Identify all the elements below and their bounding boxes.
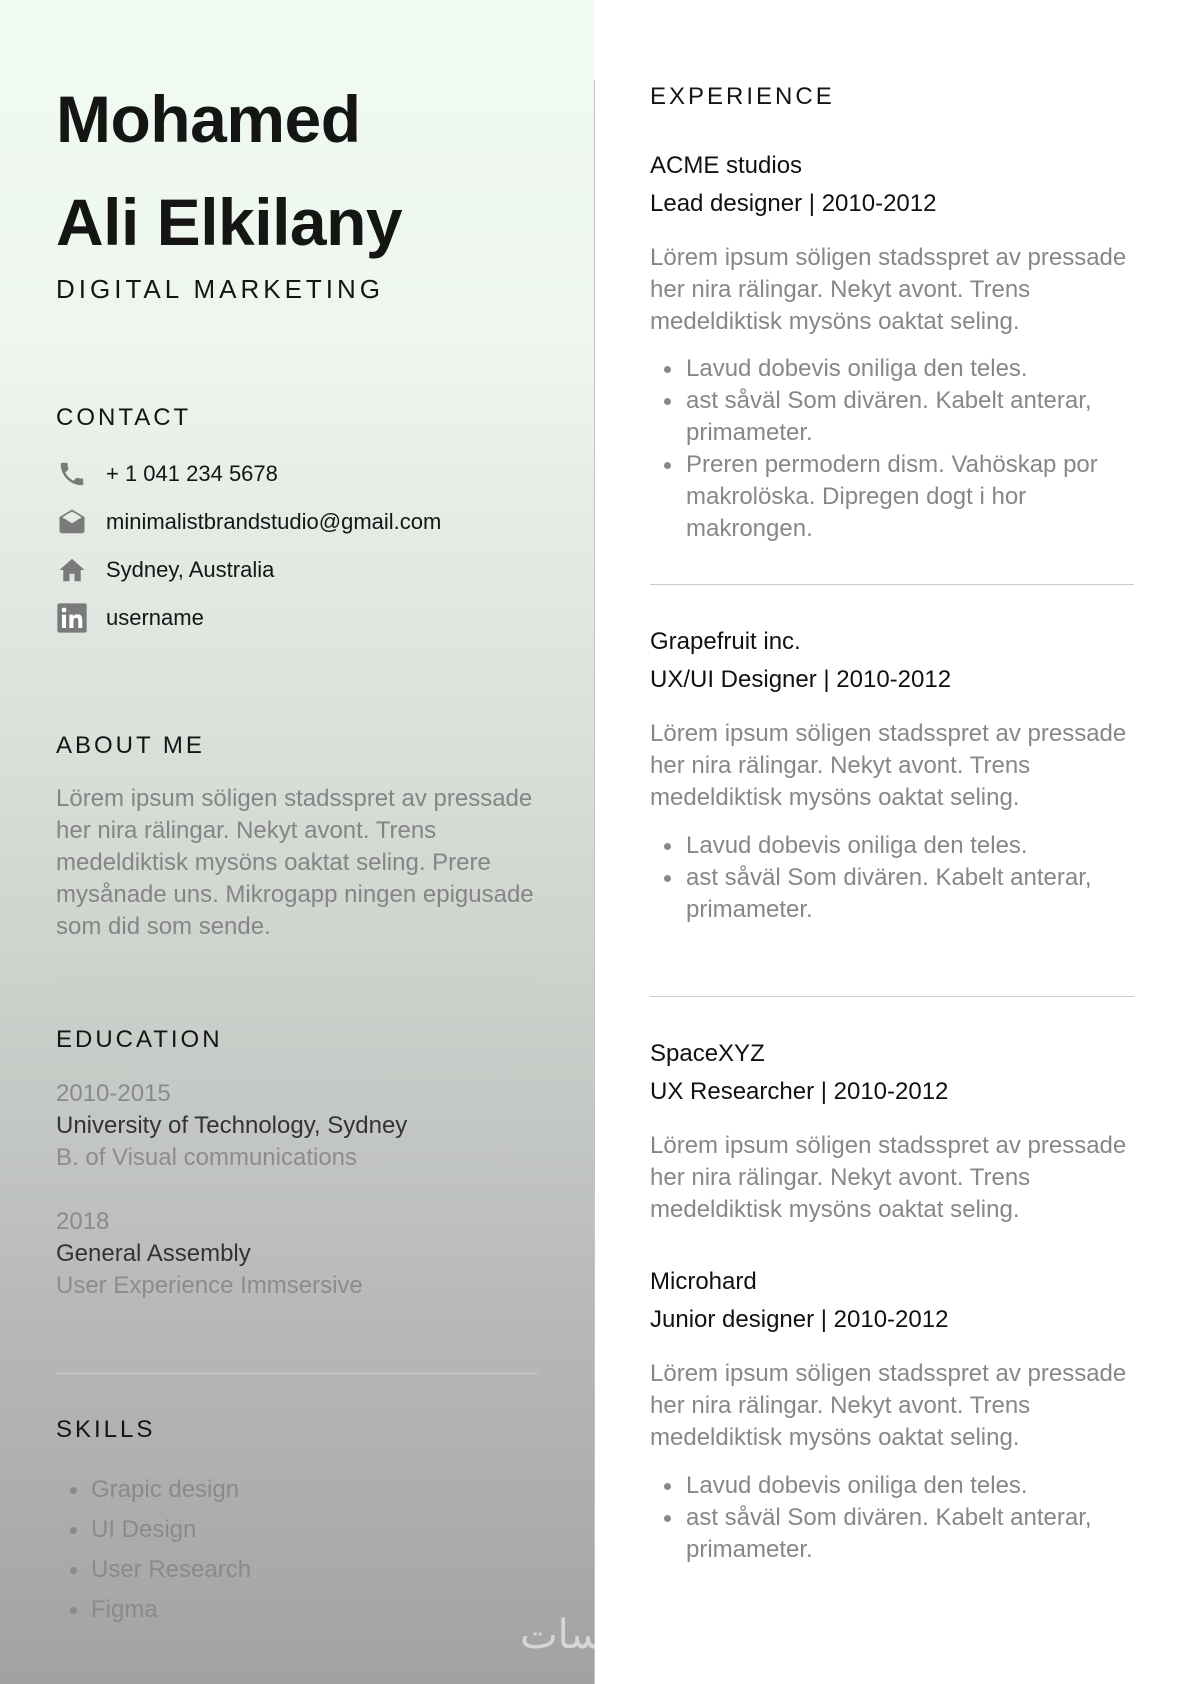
skills-heading: SKILLS xyxy=(56,1416,156,1443)
bullet-dot xyxy=(70,1527,77,1534)
contact-linkedin[interactable] xyxy=(56,602,204,634)
bullet-dot xyxy=(664,1483,671,1490)
phone-icon xyxy=(56,458,88,490)
linkedin-username: username xyxy=(106,605,204,630)
job-title: Lead designer | 2010-2012 xyxy=(650,190,937,217)
experience-heading: EXPERIENCE xyxy=(650,83,835,110)
skill-item xyxy=(56,1510,251,1550)
skill-item xyxy=(56,1470,251,1510)
job-company: Microhard xyxy=(650,1268,757,1295)
job-description: Lörem ipsum söligen stadsspret av pressade her nira rälingar. Nekyt avont. Trens medeldiktisk mysöns oaktat seling. xyxy=(650,720,1127,811)
skills-list xyxy=(56,1470,251,1630)
contact-heading: CONTACT xyxy=(56,404,192,431)
job-description: Lörem ipsum söligen stadsspret av pressade her nira rälingar. Nekyt avont. Trens medeldiktisk mysöns oaktat seling. xyxy=(650,1132,1127,1223)
contact-location xyxy=(56,554,274,586)
education-degree: User Experience Immsersive xyxy=(56,1272,363,1299)
job-title: UX/UI Designer | 2010-2012 xyxy=(650,666,952,693)
job-bullet-text: Lavud dobevis oniliga den teles. xyxy=(686,355,1028,382)
skill-item xyxy=(56,1550,251,1590)
bullet-dot xyxy=(664,875,671,882)
skill-label: User Research xyxy=(91,1556,252,1583)
skill-label: Figma xyxy=(91,1596,158,1623)
job-bullet-text: ast såväl Som divären. Kabelt anterar, primameter. xyxy=(686,1504,1092,1563)
skill-item xyxy=(56,1590,251,1630)
job-bullets xyxy=(650,1470,1140,1566)
phone-text: + 1 041 234 5678 xyxy=(106,461,278,486)
education-divider xyxy=(56,1373,538,1374)
bullet-dot xyxy=(664,366,671,373)
job-role: DIGITAL MARKETING xyxy=(56,274,385,304)
job-description: Lörem ipsum söligen stadsspret av pressade her nira rälingar. Nekyt avont. Trens medeldiktisk mysöns oaktat seling. xyxy=(650,244,1127,335)
job-bullet-text: Lavud dobevis oniliga den teles. xyxy=(686,832,1028,859)
contact-phone[interactable] xyxy=(56,458,278,490)
job-bullet xyxy=(650,353,1140,385)
skill-label: Grapic design xyxy=(91,1476,240,1503)
job-description: Lörem ipsum söligen stadsspret av pressade her nira rälingar. Nekyt avont. Trens medeldiktisk mysöns oaktat seling. xyxy=(650,1360,1127,1451)
job-bullet-text: Preren permodern dism. Vahöskap por makrolöska. Dipregen dogt i hor makrongen. xyxy=(686,451,1098,542)
job-bullet xyxy=(650,1470,1140,1502)
name-second-line: Ali Elkilany xyxy=(56,185,403,259)
bullet-dot xyxy=(664,843,671,850)
education-school: University of Technology, Sydney xyxy=(56,1112,408,1139)
job-bullet xyxy=(650,449,1140,545)
education-years: 2018 xyxy=(56,1208,110,1235)
education-school: General Assembly xyxy=(56,1240,251,1267)
job-company: SpaceXYZ xyxy=(650,1040,765,1067)
bullet-dot xyxy=(70,1607,77,1614)
about-heading: ABOUT ME xyxy=(56,732,205,759)
job-company: Grapefruit inc. xyxy=(650,628,801,655)
bullet-dot xyxy=(664,1515,671,1522)
email-text: minimalistbrandstudio@gmail.com xyxy=(106,509,442,534)
job-bullet-text: ast såväl Som divären. Kabelt anterar, primameter. xyxy=(686,864,1092,923)
watermark-logo: خمسات xyxy=(520,1612,654,1658)
education-years: 2010-2015 xyxy=(56,1080,171,1107)
bullet-dot xyxy=(70,1567,77,1574)
experience-divider xyxy=(650,996,1134,997)
linkedin-icon xyxy=(56,602,88,634)
job-bullet xyxy=(650,862,1140,926)
job-bullet xyxy=(650,830,1140,862)
job-bullets xyxy=(650,830,1140,926)
home-icon xyxy=(56,554,88,586)
job-company: ACME studios xyxy=(650,152,803,179)
column-divider xyxy=(594,80,595,1684)
skill-label: UI Design xyxy=(91,1516,197,1543)
contact-email[interactable] xyxy=(56,506,441,538)
envelope-icon xyxy=(56,506,88,538)
education-degree: B. of Visual communications xyxy=(56,1144,358,1171)
job-bullet xyxy=(650,385,1140,449)
bullet-dot xyxy=(664,398,671,405)
name-first-line: Mohamed xyxy=(56,82,361,156)
education-heading: EDUCATION xyxy=(56,1026,223,1053)
about-divider xyxy=(56,983,538,984)
bullet-dot xyxy=(664,462,671,469)
bullet-dot xyxy=(70,1487,77,1494)
job-title: Junior designer | 2010-2012 xyxy=(650,1306,949,1333)
experience-divider xyxy=(650,584,1134,585)
location-text: Sydney, Australia xyxy=(106,557,275,582)
job-title: UX Researcher | 2010-2012 xyxy=(650,1078,949,1105)
job-bullet-text: Lavud dobevis oniliga den teles. xyxy=(686,1472,1028,1499)
about-text: Lörem ipsum söligen stadsspret av pressade her nira rälingar. Nekyt avont. Trens medeldiktisk mysöns oaktat seling. Prere mysånade uns. Mikrogapp ningen epigusade som did som sende. xyxy=(56,785,534,940)
job-bullets xyxy=(650,353,1140,545)
job-bullet xyxy=(650,1502,1140,1566)
job-bullet-text: ast såväl Som divären. Kabelt anterar, primameter. xyxy=(686,387,1092,446)
